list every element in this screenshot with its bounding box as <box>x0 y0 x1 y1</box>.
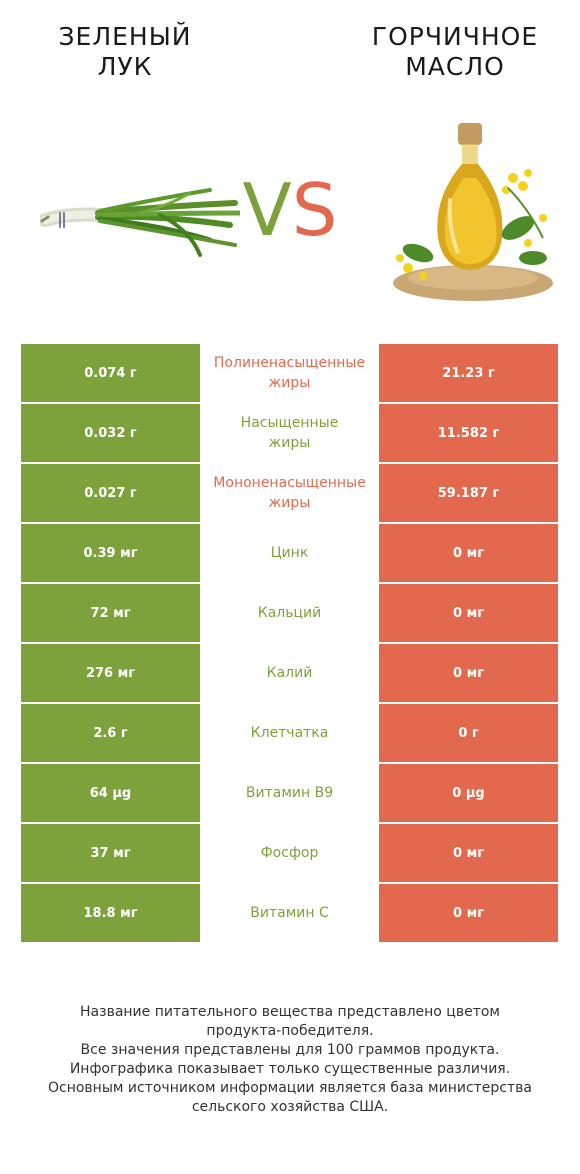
vs-letter-v: V <box>242 168 292 252</box>
mustard-oil-image <box>378 118 558 308</box>
table-row <box>21 524 558 582</box>
left-value: 37 мг <box>21 824 200 882</box>
right-title-line1: ГОРЧИЧНОЕ <box>371 22 539 51</box>
footer-line: Основным источником информации является база министерства <box>48 1080 532 1096</box>
right-value: 0 мг <box>379 824 558 882</box>
left-value: 18.8 мг <box>21 884 200 942</box>
footer-line: сельского хозяйства США. <box>191 1099 389 1115</box>
left-title-line1: ЗЕЛЕНЫЙ <box>58 22 192 51</box>
right-value: 59.187 г <box>379 464 558 522</box>
table-row <box>21 884 558 942</box>
left-value: 0.027 г <box>21 464 200 522</box>
nutrient-label: Мононенасыщенные жиры <box>200 464 379 522</box>
nutrient-label: Цинк <box>200 524 379 582</box>
right-value: 0 мг <box>379 884 558 942</box>
nutrient-label: Калий <box>200 644 379 702</box>
nutrient-label: Насыщенные жиры <box>200 404 379 462</box>
right-product-title <box>335 22 575 82</box>
nutrient-label: Полиненасыщенные жиры <box>200 344 379 402</box>
footer-line: Все значения представлены для 100 граммов продукта. <box>80 1042 500 1058</box>
right-value: 11.582 г <box>379 404 558 462</box>
right-value: 0 мг <box>379 644 558 702</box>
left-value: 2.6 г <box>21 704 200 762</box>
comparison-table <box>21 344 558 944</box>
table-row <box>21 704 558 762</box>
left-value: 64 µg <box>21 764 200 822</box>
table-row <box>21 404 558 462</box>
footer-note <box>20 1003 560 1117</box>
vs-label <box>222 160 358 260</box>
nutrient-label: Кальций <box>200 584 379 642</box>
left-value: 0.032 г <box>21 404 200 462</box>
left-title-line2: ЛУК <box>97 52 153 81</box>
right-title-line2: МАСЛО <box>405 52 505 81</box>
nutrient-label: Витамин C <box>200 884 379 942</box>
left-product-title <box>5 22 245 82</box>
table-row <box>21 644 558 702</box>
left-value: 276 мг <box>21 644 200 702</box>
table-row <box>21 464 558 522</box>
footer-line: Инфографика показывает только существенные различия. <box>69 1061 511 1077</box>
nutrient-label: Фосфор <box>200 824 379 882</box>
right-value: 21.23 г <box>379 344 558 402</box>
table-row <box>21 344 558 402</box>
nutrient-label: Витамин B9 <box>200 764 379 822</box>
left-value: 0.39 мг <box>21 524 200 582</box>
right-value: 0 µg <box>379 764 558 822</box>
footer-line: продукта-победителя. <box>206 1023 374 1039</box>
table-row <box>21 824 558 882</box>
left-value: 0.074 г <box>21 344 200 402</box>
nutrient-label: Клетчатка <box>200 704 379 762</box>
left-value: 72 мг <box>21 584 200 642</box>
vs-letter-s: S <box>291 168 338 252</box>
table-row <box>21 584 558 642</box>
right-value: 0 мг <box>379 524 558 582</box>
right-value: 0 мг <box>379 584 558 642</box>
green-onion-image <box>40 185 240 265</box>
table-row <box>21 764 558 822</box>
footer-line: Название питательного вещества представлено цветом <box>80 1004 500 1020</box>
right-value: 0 г <box>379 704 558 762</box>
